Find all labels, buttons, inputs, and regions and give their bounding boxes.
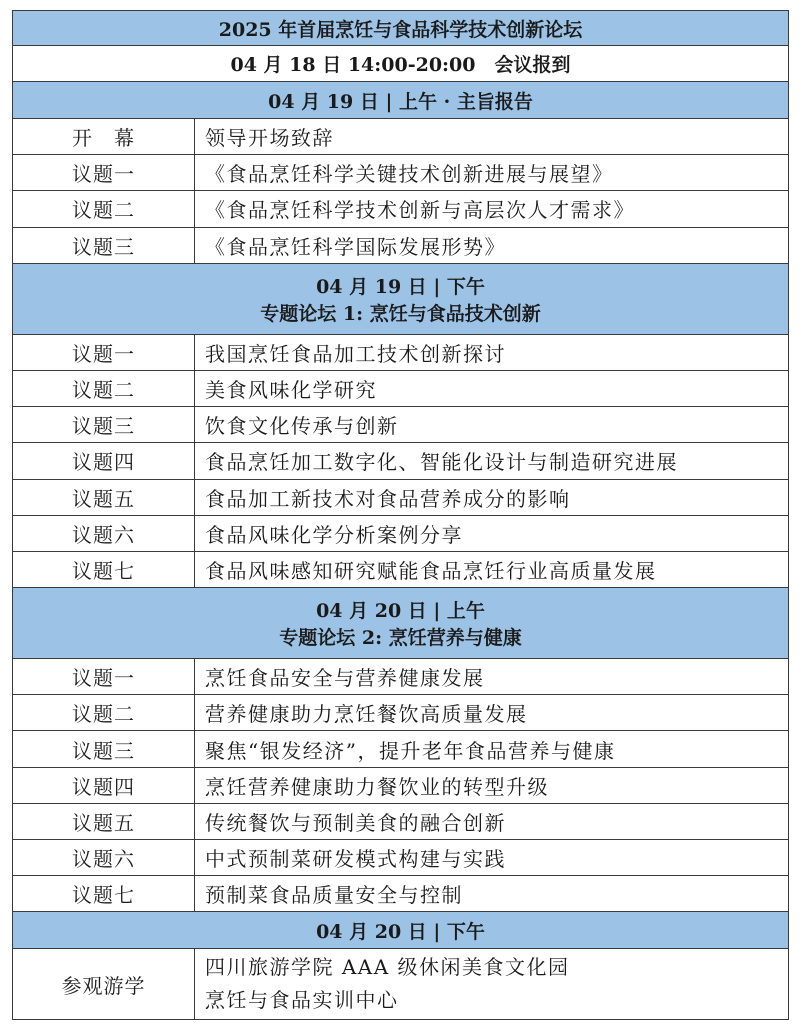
agenda-label: 议题五 xyxy=(13,479,195,515)
table-row xyxy=(13,876,789,912)
agenda-topic: 聚焦“银发经济”，提升老年食品营养与健康 xyxy=(195,731,789,767)
forum2-header xyxy=(13,588,789,659)
table-row xyxy=(13,370,789,406)
agenda-topic: 中式预制菜研发模式构建与实践 xyxy=(195,840,789,876)
agenda-topic: 食品风味感知研究赋能食品烹饪行业高质量发展 xyxy=(195,551,789,587)
agenda-label: 议题二 xyxy=(13,191,195,227)
table-row xyxy=(13,191,789,227)
table-row xyxy=(13,119,789,155)
agenda-label: 议题五 xyxy=(13,803,195,839)
agenda-label: 开 幕 xyxy=(13,119,195,155)
visit-destination: 四川旅游学院 AAA 级休闲美食文化园 xyxy=(205,955,570,980)
visit-row xyxy=(13,949,789,1020)
agenda-label: 议题七 xyxy=(13,551,195,587)
agenda-topic: 食品加工新技术对食品营养成分的影响 xyxy=(195,479,789,515)
visit-header: 04 月 20 日 | 下午 xyxy=(13,912,789,949)
keynote-header: 04 月 19 日 | 上午 · 主旨报告 xyxy=(13,82,789,119)
forum1-date: 04 月 19 日 | 下午 xyxy=(316,275,485,298)
table-row xyxy=(13,659,789,695)
agenda-label: 议题二 xyxy=(13,370,195,406)
table-row xyxy=(13,227,789,263)
forum2-date: 04 月 20 日 | 上午 xyxy=(316,600,485,623)
agenda-topic: 《食品烹饪科学国际发展形势》 xyxy=(195,227,789,263)
agenda-topic: 《食品烹饪科学关键技术创新进展与展望》 xyxy=(195,155,789,191)
section-header-row xyxy=(13,82,789,119)
agenda-topic: 《食品烹饪科学技术创新与高层次人才需求》 xyxy=(195,191,789,227)
table-row xyxy=(13,443,789,479)
registration-info: 04 月 18 日 14:00-20:00 会议报到 xyxy=(13,46,789,82)
registration-row xyxy=(13,46,789,82)
table-row xyxy=(13,407,789,443)
table-row xyxy=(13,551,789,587)
forum1-header xyxy=(13,263,789,334)
agenda-topic: 领导开场致辞 xyxy=(195,119,789,155)
visit-destinations xyxy=(195,949,789,1020)
table-row xyxy=(13,695,789,731)
agenda-label: 议题一 xyxy=(13,334,195,370)
agenda-topic: 美食风味化学研究 xyxy=(195,370,789,406)
agenda-topic: 饮食文化传承与创新 xyxy=(195,407,789,443)
table-row xyxy=(13,515,789,551)
agenda-label: 议题六 xyxy=(13,515,195,551)
agenda-label: 议题三 xyxy=(13,407,195,443)
table-row xyxy=(13,479,789,515)
table-row xyxy=(13,155,789,191)
title-row xyxy=(13,11,789,46)
agenda-label: 议题二 xyxy=(13,695,195,731)
agenda-topic: 传统餐饮与预制美食的融合创新 xyxy=(195,803,789,839)
agenda-label: 议题一 xyxy=(13,155,195,191)
agenda-topic: 我国烹饪食品加工技术创新探讨 xyxy=(195,334,789,370)
visit-label: 参观游学 xyxy=(13,949,195,1020)
forum2-title: 专题论坛 2: 烹饪营养与健康 xyxy=(279,627,522,650)
agenda-label: 议题七 xyxy=(13,876,195,912)
table-row xyxy=(13,803,789,839)
table-row xyxy=(13,731,789,767)
agenda-topic: 烹饪食品安全与营养健康发展 xyxy=(195,659,789,695)
agenda-label: 议题四 xyxy=(13,767,195,803)
agenda-topic: 营养健康助力烹饪餐饮高质量发展 xyxy=(195,695,789,731)
agenda-label: 议题一 xyxy=(13,659,195,695)
forum-title: 2025 年首届烹饪与食品科学技术创新论坛 xyxy=(13,11,789,46)
forum-schedule-table xyxy=(12,10,789,1020)
table-row xyxy=(13,767,789,803)
agenda-topic: 食品烹饪加工数字化、智能化设计与制造研究进展 xyxy=(195,443,789,479)
agenda-topic: 食品风味化学分析案例分享 xyxy=(195,515,789,551)
agenda-label: 议题四 xyxy=(13,443,195,479)
section-header-row xyxy=(13,263,789,334)
section-header-row xyxy=(13,912,789,949)
table-row xyxy=(13,334,789,370)
agenda-topic: 烹饪营养健康助力餐饮业的转型升级 xyxy=(195,767,789,803)
agenda-label: 议题六 xyxy=(13,840,195,876)
forum1-title: 专题论坛 1: 烹饪与食品技术创新 xyxy=(260,302,541,325)
table-row xyxy=(13,840,789,876)
visit-destination: 烹饪与食品实训中心 xyxy=(205,988,399,1013)
agenda-topic: 预制菜食品质量安全与控制 xyxy=(195,876,789,912)
agenda-label: 议题三 xyxy=(13,731,195,767)
agenda-label: 议题三 xyxy=(13,227,195,263)
section-header-row xyxy=(13,588,789,659)
